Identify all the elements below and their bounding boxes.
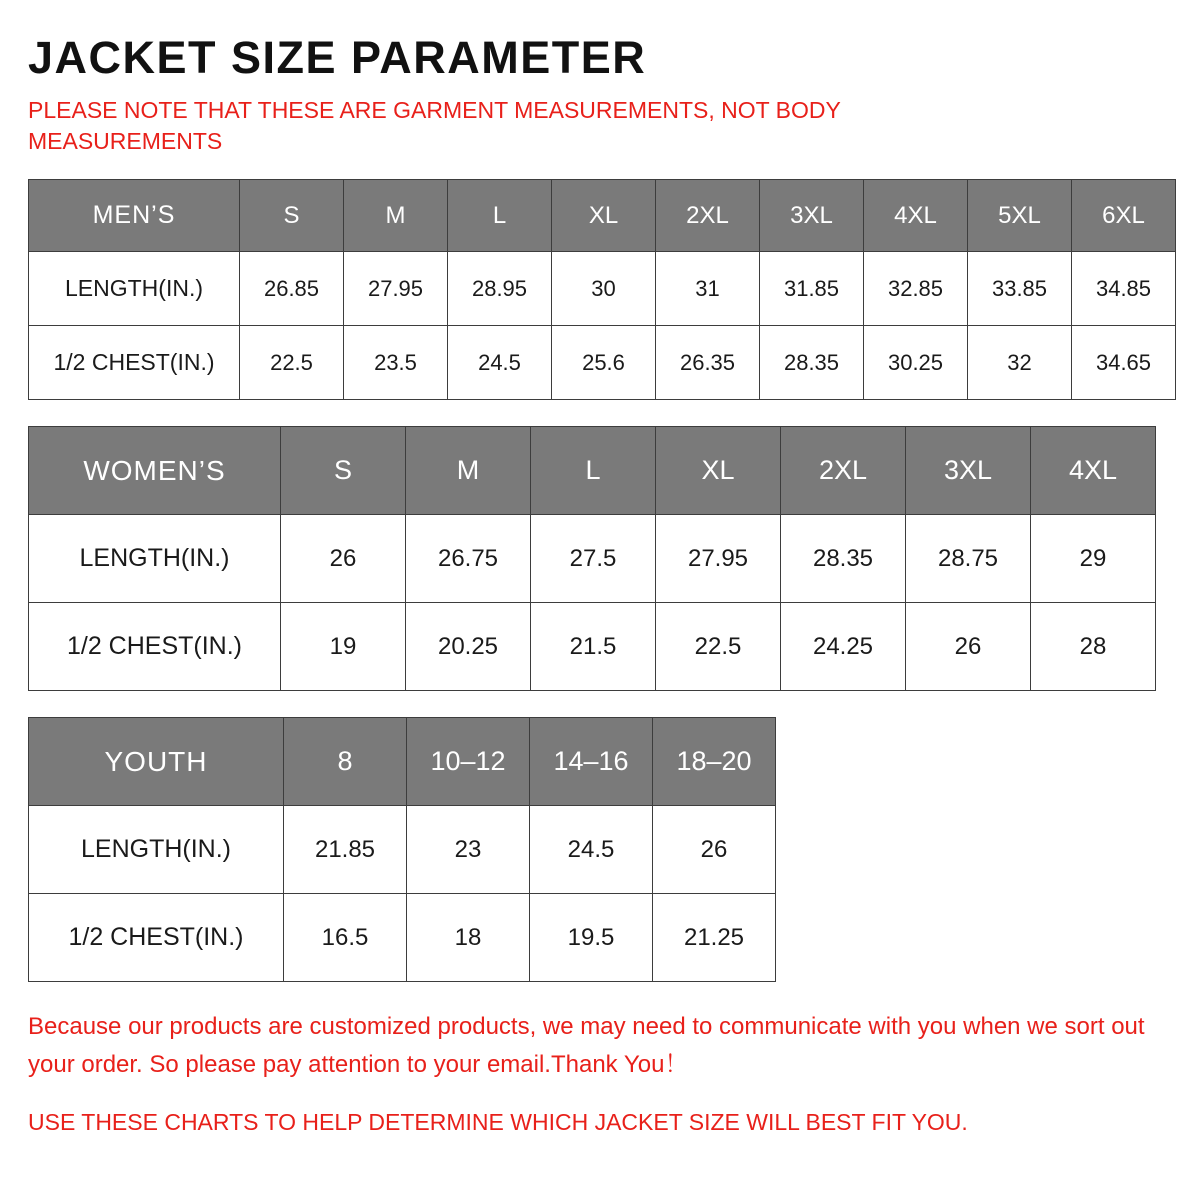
- womens-header-row: [29, 427, 1156, 515]
- mens-header-row: [29, 180, 1176, 252]
- mens-corner-label: MEN’S: [29, 180, 240, 252]
- mens-size-header: XL: [552, 180, 656, 252]
- youth-chest-value: 19.5: [530, 894, 653, 982]
- womens-row-label: 1/2 CHEST(IN.): [29, 603, 281, 691]
- womens-length-value: 26: [281, 515, 406, 603]
- mens-chest-value: 32: [968, 326, 1072, 400]
- mens-row-label: 1/2 CHEST(IN.): [29, 326, 240, 400]
- womens-length-value: 28.35: [781, 515, 906, 603]
- mens-chest-value: 26.35: [656, 326, 760, 400]
- youth-corner-label: YOUTH: [29, 718, 284, 806]
- youth-row-label: LENGTH(IN.): [29, 806, 284, 894]
- mens-size-header: L: [448, 180, 552, 252]
- mens-chest-value: 25.6: [552, 326, 656, 400]
- womens-size-header: 4XL: [1031, 427, 1156, 515]
- mens-size-header: S: [240, 180, 344, 252]
- mens-length-value: 32.85: [864, 252, 968, 326]
- mens-size-header: 4XL: [864, 180, 968, 252]
- womens-size-header: L: [531, 427, 656, 515]
- mens-length-value: 34.85: [1072, 252, 1176, 326]
- footer-notes: [28, 1008, 1168, 1140]
- womens-size-header: S: [281, 427, 406, 515]
- womens-row-label: LENGTH(IN.): [29, 515, 281, 603]
- mens-chest-value: 28.35: [760, 326, 864, 400]
- womens-chest-value: 22.5: [656, 603, 781, 691]
- garment-measurement-note: PLEASE NOTE THAT THESE ARE GARMENT MEASUREMENTS, NOT BODY MEASUREMENTS: [28, 97, 841, 155]
- youth-header-row: [29, 718, 776, 806]
- youth-size-header: 14–16: [530, 718, 653, 806]
- womens-size-table: [28, 426, 1156, 691]
- mens-size-header: 5XL: [968, 180, 1072, 252]
- table-row: [29, 326, 1176, 400]
- table-row: [29, 806, 776, 894]
- womens-length-value: 26.75: [406, 515, 531, 603]
- womens-length-value: 29: [1031, 515, 1156, 603]
- mens-chest-value: 24.5: [448, 326, 552, 400]
- table-row: [29, 603, 1156, 691]
- mens-chest-value: 34.65: [1072, 326, 1176, 400]
- mens-row-label: LENGTH(IN.): [29, 252, 240, 326]
- womens-chest-value: 20.25: [406, 603, 531, 691]
- youth-length-value: 26: [653, 806, 776, 894]
- womens-length-value: 27.5: [531, 515, 656, 603]
- mens-size-table: [28, 179, 1176, 400]
- youth-chest-value: 21.25: [653, 894, 776, 982]
- mens-length-value: 31.85: [760, 252, 864, 326]
- table-row: [29, 252, 1176, 326]
- mens-table-body: [29, 180, 1176, 400]
- footer-custom-products-note: Because our products are customized products, we may need to communicate with you when we sort out your order. So please pay attention to your email.Thank You！: [28, 1013, 1145, 1078]
- womens-chest-value: 28: [1031, 603, 1156, 691]
- youth-size-table: [28, 717, 776, 982]
- page-title: JACKET SIZE PARAMETER: [28, 32, 647, 83]
- mens-length-value: 27.95: [344, 252, 448, 326]
- womens-size-header: XL: [656, 427, 781, 515]
- youth-size-header: 18–20: [653, 718, 776, 806]
- mens-size-header: M: [344, 180, 448, 252]
- womens-size-header: 2XL: [781, 427, 906, 515]
- footer-chart-usage-note: USE THESE CHARTS TO HELP DETERMINE WHICH JACKET SIZE WILL BEST FIT YOU.: [28, 1108, 968, 1135]
- womens-length-value: 28.75: [906, 515, 1031, 603]
- womens-size-header: 3XL: [906, 427, 1031, 515]
- youth-chest-value: 16.5: [284, 894, 407, 982]
- youth-size-header: 8: [284, 718, 407, 806]
- womens-corner-label: WOMEN’S: [29, 427, 281, 515]
- mens-size-header: 2XL: [656, 180, 760, 252]
- womens-chest-value: 21.5: [531, 603, 656, 691]
- womens-length-value: 27.95: [656, 515, 781, 603]
- table-row: [29, 515, 1156, 603]
- mens-length-value: 31: [656, 252, 760, 326]
- womens-chest-value: 24.25: [781, 603, 906, 691]
- womens-size-header: M: [406, 427, 531, 515]
- youth-length-value: 21.85: [284, 806, 407, 894]
- youth-table-body: [29, 718, 776, 982]
- mens-length-value: 30: [552, 252, 656, 326]
- mens-length-value: 28.95: [448, 252, 552, 326]
- womens-chest-value: 19: [281, 603, 406, 691]
- mens-chest-value: 22.5: [240, 326, 344, 400]
- youth-row-label: 1/2 CHEST(IN.): [29, 894, 284, 982]
- mens-size-header: 3XL: [760, 180, 864, 252]
- youth-chest-value: 18: [407, 894, 530, 982]
- youth-length-value: 23: [407, 806, 530, 894]
- mens-chest-value: 23.5: [344, 326, 448, 400]
- mens-size-header: 6XL: [1072, 180, 1176, 252]
- mens-length-value: 33.85: [968, 252, 1072, 326]
- womens-table-body: [29, 427, 1156, 691]
- mens-length-value: 26.85: [240, 252, 344, 326]
- womens-chest-value: 26: [906, 603, 1031, 691]
- youth-length-value: 24.5: [530, 806, 653, 894]
- youth-size-header: 10–12: [407, 718, 530, 806]
- table-row: [29, 894, 776, 982]
- mens-chest-value: 30.25: [864, 326, 968, 400]
